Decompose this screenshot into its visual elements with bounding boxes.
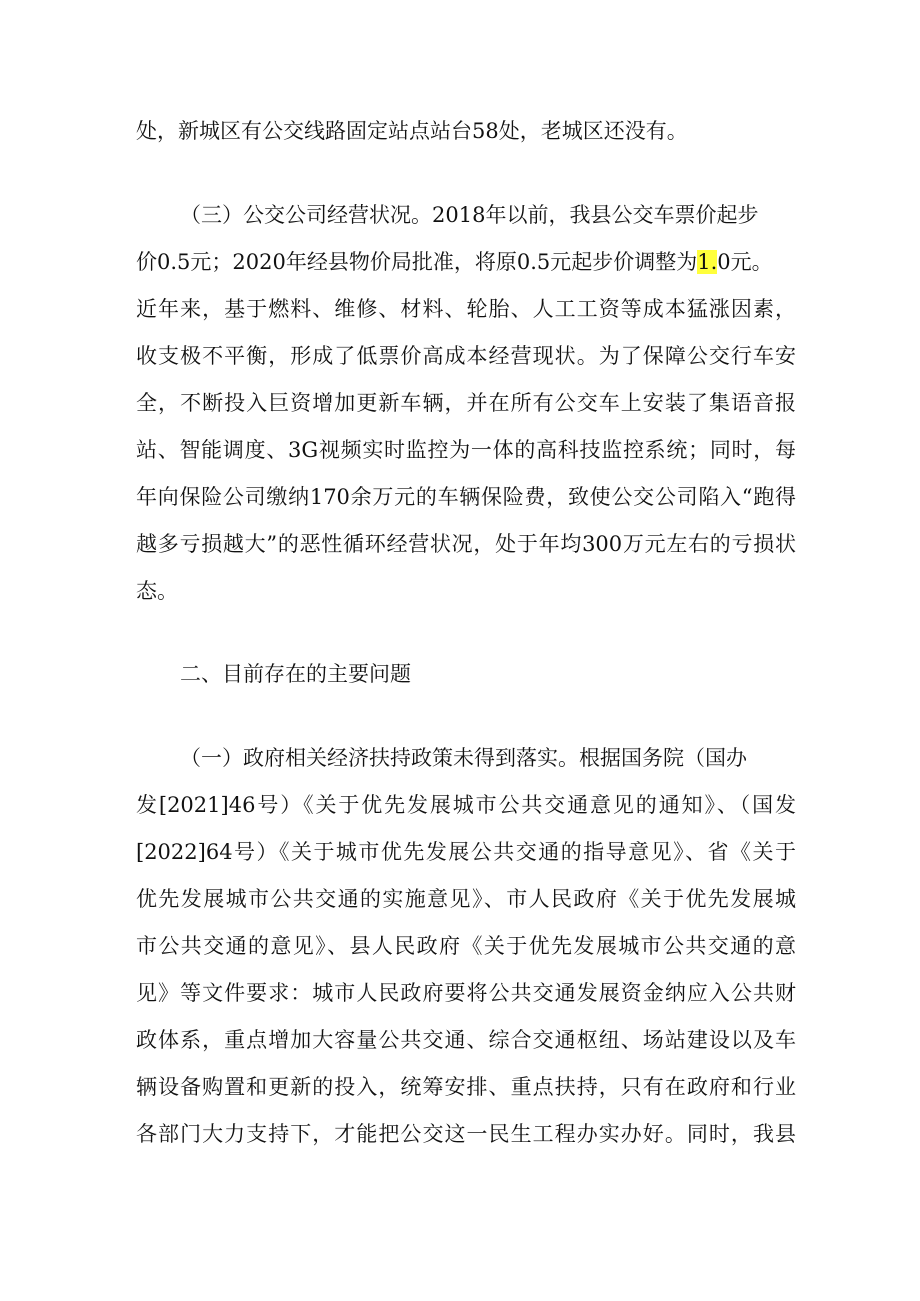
paragraph-line: 政体系，重点增加大容量公共交通、综合交通枢纽、场站建设以及车 bbox=[136, 1028, 796, 1052]
paragraph-line: 优先发展城市公共交通的实施意见》、市人民政府《关于优先发展城 bbox=[136, 887, 796, 911]
paragraph-line: 越多亏损越大”的恶性循环经营状况，处于年均300万元左右的亏损状 bbox=[136, 532, 796, 556]
paragraph-line: 各部门大力支持下，才能把公交这一民生工程办实办好。同时，我县 bbox=[136, 1122, 796, 1146]
paragraph-line: [2022]64号）《关于城市优先发展公共交通的指导意见》、省《关于 bbox=[136, 840, 796, 864]
section-heading: 二、目前存在的主要问题 bbox=[180, 662, 411, 686]
paragraph-line: 处，新城区有公交线路固定站点站台58处，老城区还没有。 bbox=[136, 119, 688, 143]
paragraph-line: 态。 bbox=[136, 579, 178, 603]
paragraph-line: 全，不断投入巨资增加更新车辆，并在所有公交车上安装了集语音报 bbox=[136, 391, 796, 415]
text-segment: 价0.5元；2020年经县物价局批准，将原0.5元起步价调整为 bbox=[136, 250, 698, 274]
paragraph-line: （三）公交公司经营状况。2018年以前，我县公交车票价起步 bbox=[180, 203, 759, 227]
paragraph-line: 辆设备购置和更新的投入，统筹安排、重点扶持，只有在政府和行业 bbox=[136, 1075, 796, 1099]
paragraph-line: （一）政府相关经济扶持政策未得到落实。根据国务院（国办 bbox=[180, 746, 747, 770]
paragraph-line: 见》等文件要求：城市人民政府要将公共交通发展资金纳应入公共财 bbox=[136, 981, 796, 1005]
highlighted-text: 1. bbox=[697, 250, 718, 274]
paragraph-line: 年向保险公司缴纳170余万元的车辆保险费，致使公交公司陷入“跑得 bbox=[136, 485, 796, 509]
paragraph-line: 收支极不平衡，形成了低票价高成本经营现状。为了保障公交行车安 bbox=[136, 344, 796, 368]
paragraph-line: 发[2021]46号）《关于优先发展城市公共交通意见的通知》、（国发 bbox=[136, 793, 796, 817]
paragraph-line: 近年来，基于燃料、维修、材料、轮胎、人工工资等成本猛涨因素， bbox=[136, 297, 796, 321]
paragraph-line bbox=[136, 247, 796, 277]
paragraph-line: 站、智能调度、3G视频实时监控为一体的高科技监控系统；同时，每 bbox=[136, 438, 796, 462]
paragraph-line: 市公共交通的意见》、县人民政府《关于优先发展城市公共交通的意 bbox=[136, 934, 796, 958]
text-segment: 0元。 bbox=[717, 250, 773, 274]
